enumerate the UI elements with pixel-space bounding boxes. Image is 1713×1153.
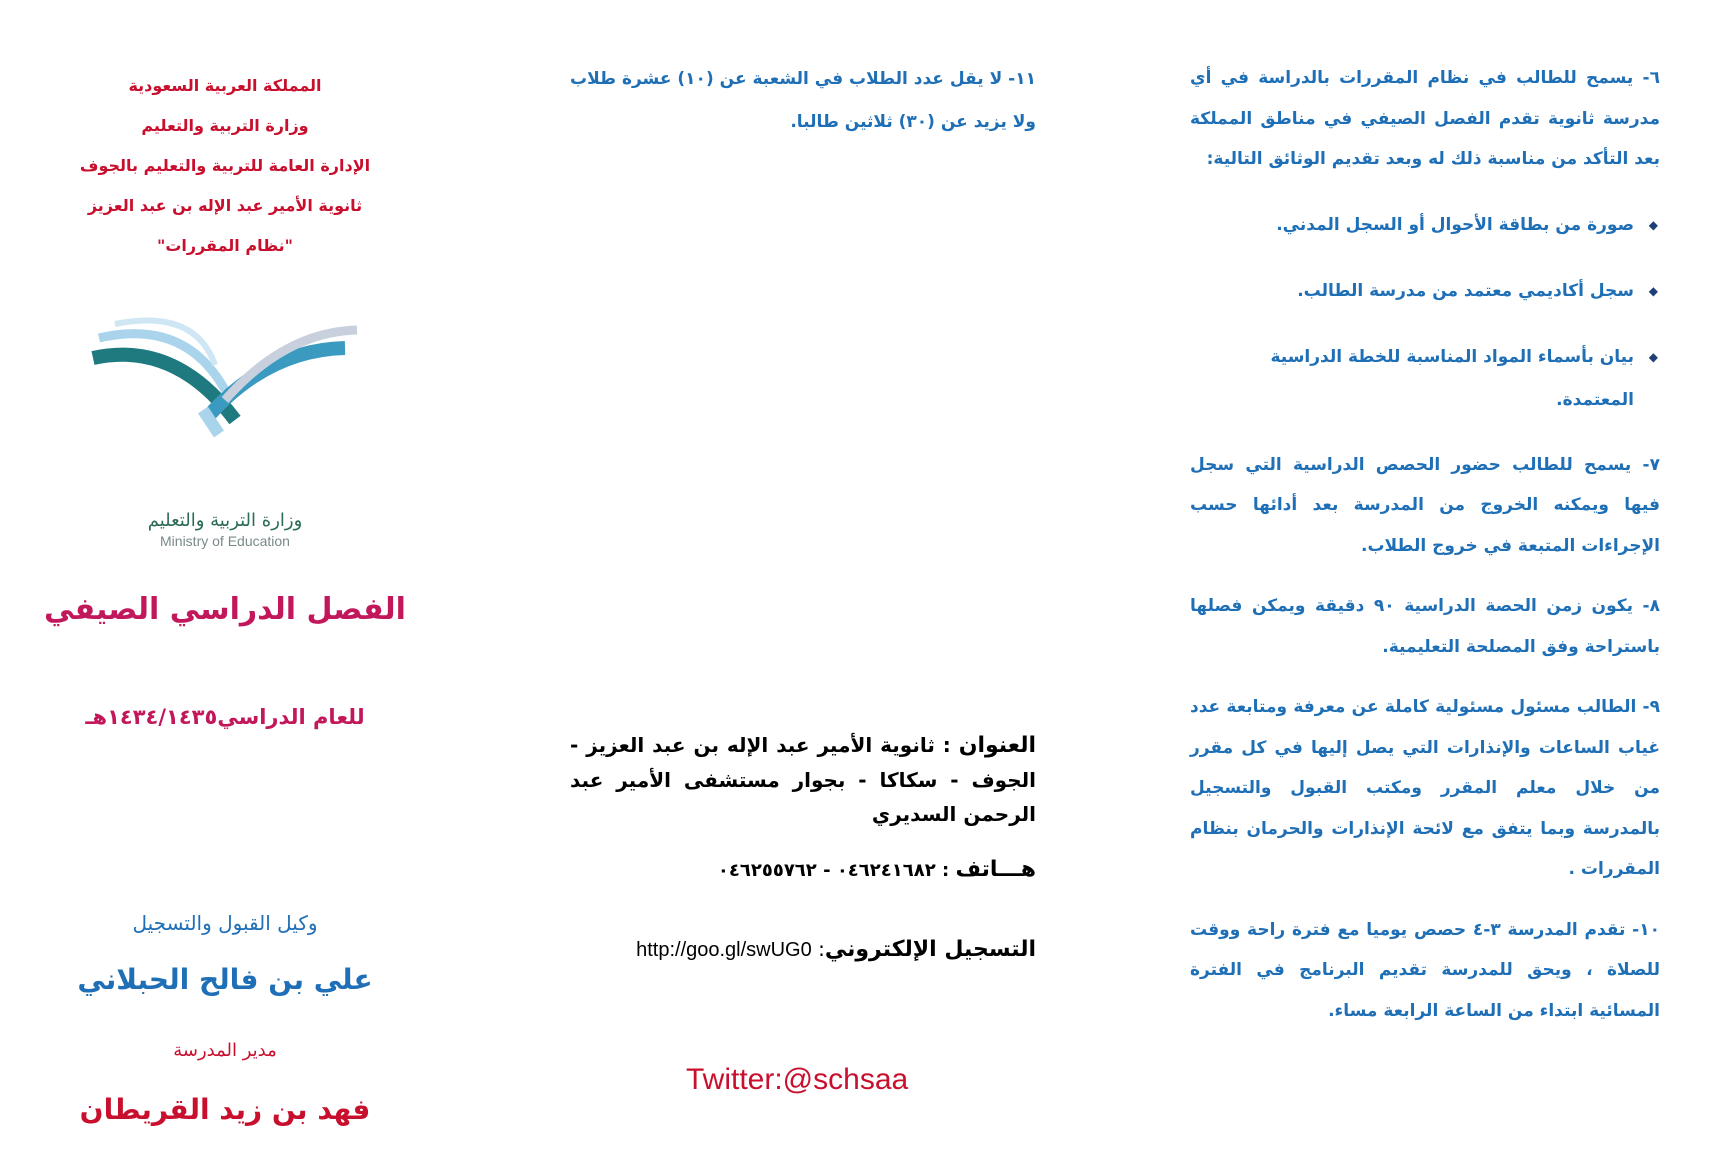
item-6: ٦- يسمح للطالب في نظام المقررات بالدراسة في أي مدرسة ثانوية تقدم الفصل الصيفي في مناطق المملكة بعد التأكد من مناسبة ذلك له وبعد تقديم الوثائق التالية:: [1190, 68, 1660, 169]
online-registration: التسجيل الإلكتروني: http://goo.gl/swUG0: [636, 937, 1036, 962]
admission-agent-title: وكيل القبول والتسجيل: [132, 911, 318, 935]
header-line: "نظام المقررات": [156, 236, 294, 255]
list-item: [1190, 270, 1658, 313]
twitter-handle[interactable]: Twitter:@schsaa: [686, 1063, 909, 1096]
principal-name: فهد بن زيد القريطان: [79, 1093, 371, 1126]
header-line: المملكة العربية السعودية: [128, 76, 322, 95]
header-line: الإدارة العامة للتربية والتعليم بالجوف: [79, 156, 371, 175]
bullet-text: صورة من بطاقة الأحوال أو السجل المدني.: [1276, 214, 1634, 235]
list-item: [1190, 204, 1658, 247]
summer-semester-title: الفصل الدراسي الصيفي: [44, 592, 406, 627]
ministry-name-english: Ministry of Education: [160, 533, 290, 549]
academic-year: للعام الدراسي١٤٣٤/١٤٣٥هـ: [85, 705, 365, 729]
right-column: [1190, 58, 1660, 1031]
registration-link[interactable]: http://goo.gl/swUG0: [636, 939, 812, 961]
phone-label: هـــاتف: [955, 857, 1036, 882]
address-value: : ثانوية الأمير عبد الإله بن عبد العزيز - الجوف - سكاكا - بجوار مستشفى الأمير عبد الرحمن السديري: [570, 733, 1036, 826]
item-8: ٨- يكون زمن الحصة الدراسية ٩٠ دقيقة ويمكن فصلها باستراحة وفق المصلحة التعليمية.: [1190, 596, 1660, 657]
item-9: ٩- الطالب مسئول مسئولية كاملة عن معرفة ومتابعة عدد غياب الساعات والإنذارات التي يصل إليها في كل مقرر من خلال معلم المقرر ومكتب القبول والتسجيل بالمدرسة وبما يتفق مع لائحة الإنذارات والحرمان بنظام المقررات .: [1190, 697, 1660, 879]
item-10: ١٠- تقدم المدرسة ٣-٤ حصص يوميا مع فترة راحة ووقت للصلاة ، ويحق للمدرسة تقديم البرنامج في الفترة المسائية ابتداء من الساعة الرابعة مساء.: [1190, 919, 1660, 1021]
diamond-bullet-icon: ◆: [1648, 217, 1658, 232]
header-line: ثانوية الأمير عبد الإله بن عبد العزيز: [87, 196, 363, 215]
item-7: ٧- يسمح للطالب حضور الحصص الدراسية التي سجل فيها ويمكنه الخروج من المدرسة بعد أدائها حسب الإجراءات المتبعة في خروج الطلاب.: [1190, 454, 1660, 556]
diamond-bullet-icon: ◆: [1648, 283, 1658, 298]
registration-label: التسجيل الإلكتروني: [824, 937, 1036, 962]
address-label: العنوان: [958, 733, 1036, 758]
list-item: [1190, 336, 1658, 422]
documents-list: [1190, 204, 1660, 422]
ministry-book-logo-icon: [75, 310, 375, 510]
bullet-text: بيان بأسماء المواد المناسبة للخطة الدراسية المعتمدة.: [1270, 346, 1634, 410]
principal-title: مدير المدرسة: [173, 1040, 277, 1061]
header-line: وزارة التربية والتعليم: [141, 116, 309, 135]
diamond-bullet-icon: ◆: [1648, 349, 1658, 364]
phone-value: : ٠٤٦٢٤١٦٨٢ - ٠٤٦٢٥٥٧٦٢: [717, 860, 950, 881]
phone: [570, 853, 1036, 888]
bullet-text: سجل أكاديمي معتمد من مدرسة الطالب.: [1297, 280, 1634, 301]
ministry-name-arabic: وزارة التربية والتعليم: [147, 510, 303, 531]
address: [570, 728, 1036, 831]
item-11: ١١- لا يقل عدد الطلاب في الشعبة عن (١٠) عشرة طلاب ولا يزيد عن (٣٠) ثلاثين طالبا.: [570, 69, 1036, 132]
left-column: [40, 66, 410, 1126]
contact-section: [570, 728, 1036, 967]
admission-agent-name: علي بن فالح الحبلاني: [77, 963, 373, 996]
